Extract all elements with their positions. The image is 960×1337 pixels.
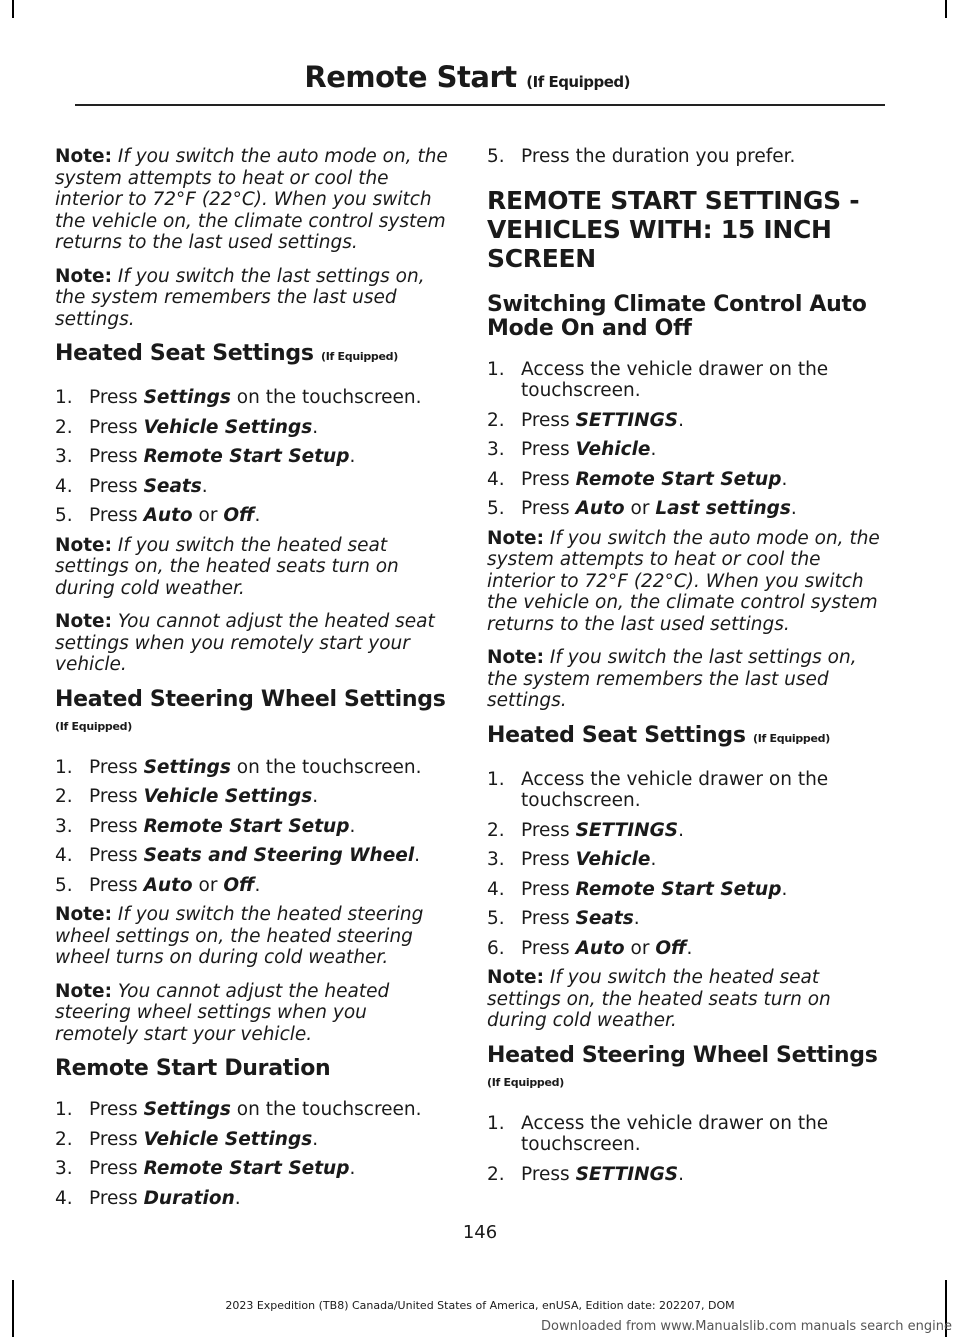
- header-subtitle: (If Equipped): [526, 73, 630, 91]
- duration-heading: Remote Start Duration: [55, 1056, 331, 1081]
- list-item: 2. Press SETTINGS.: [487, 1163, 684, 1185]
- climate-steps: [487, 359, 881, 520]
- note: Note: If you switch the heated seat settings on, the heated seats turn on during cold weather.: [55, 534, 399, 599]
- list-item: 1. Press Settings on the touchscreen.: [55, 1099, 422, 1120]
- footer-edition: 2023 Expedition (TB8) Canada/United States of America, enUSA, Edition date: 202207, DOM: [225, 1299, 735, 1312]
- heated-seat-heading: Heated Seat Settings (If Equipped): [55, 341, 398, 366]
- list-item: 1. Press Settings on the touchscreen.: [55, 387, 422, 408]
- list-item: 1. Access the vehicle drawer on the touchscreen.: [487, 358, 829, 401]
- list-item: 1. Access the vehicle drawer on the touchscreen.: [487, 768, 829, 811]
- list-item: 5. Press the duration you prefer.: [487, 146, 796, 167]
- heated-wheel-heading-15in: Heated Steering Wheel Settings (If Equipped): [487, 1042, 878, 1089]
- list-item: 2. Press Vehicle Settings.: [55, 786, 319, 807]
- section-title: REMOTE START SETTINGS - VEHICLES WITH: 15 INCH SCREEN: [487, 185, 860, 273]
- list-item: 2. Press Vehicle Settings.: [55, 416, 319, 438]
- note: Note: If you switch the auto mode on, the system attempts to heat or cool the interior to 72°F (22°C). When you switch the vehicle on, the climate control system returns to the last used settings.: [487, 527, 880, 635]
- left-column: [55, 146, 449, 1217]
- list-item: 3. Press Vehicle.: [487, 849, 657, 870]
- heated-seat-steps: [55, 387, 449, 527]
- left-notes-1: [55, 146, 449, 330]
- right-column: [487, 146, 881, 1193]
- header-rule: [75, 104, 885, 106]
- heated-wheel-steps-15in: [487, 1113, 881, 1186]
- list-item: 5. Press Auto or Off.: [55, 874, 261, 896]
- climate-heading: Switching Climate Control Auto Mode On and Off: [487, 291, 867, 341]
- list-item: 4. Press Seats and Steering Wheel.: [55, 845, 421, 866]
- list-item: 4. Press Remote Start Setup.: [487, 878, 788, 900]
- crop-mark-top-right: [945, 0, 947, 18]
- duration-steps: [55, 1099, 449, 1209]
- heated-wheel-steps: [55, 757, 449, 897]
- list-item: 1. Press Settings on the touchscreen.: [55, 756, 422, 778]
- list-item: 5. Press Seats.: [487, 908, 640, 929]
- list-item: 2. Press Vehicle Settings.: [55, 1128, 319, 1150]
- heated-seat-steps-15in: [487, 769, 881, 960]
- list-item: 3. Press Remote Start Setup.: [55, 446, 356, 467]
- crop-mark-top-left: [12, 0, 14, 18]
- list-item: 3. Press Vehicle.: [487, 439, 657, 460]
- list-item: 6. Press Auto or Off.: [487, 937, 693, 959]
- list-item: 2. Press SETTINGS.: [487, 409, 684, 431]
- list-item: 3. Press Remote Start Setup.: [55, 1158, 356, 1179]
- duration-steps-continued: [487, 146, 881, 168]
- note: Note: You cannot adjust the heated seat settings when you remotely start your vehicle.: [55, 611, 435, 675]
- list-item: 4. Press Remote Start Setup.: [487, 468, 788, 490]
- list-item: 2. Press SETTINGS.: [487, 819, 684, 841]
- site-watermark: Downloaded from www.Manualslib.com manuals search engine: [541, 1319, 952, 1334]
- list-item: 5. Press Auto or Off.: [55, 505, 261, 526]
- note: Note: If you switch the heated seat settings on, the heated seats turn on during cold weather.: [487, 967, 831, 1031]
- note: Note: You cannot adjust the heated steering wheel settings when you remotely start your vehicle.: [55, 980, 390, 1045]
- note: Note: If you switch the heated steering wheel settings on, the heated steering wheel turns on during cold weather.: [55, 904, 424, 968]
- page-number: 146: [462, 1222, 498, 1243]
- list-item: 5. Press Auto or Last settings.: [487, 498, 797, 519]
- note: Note: If you switch the auto mode on, the system attempts to heat or cool the interior to 72°F (22°C). When you switch the vehicle on, the climate control system returns to the last used settings.: [55, 146, 448, 253]
- heated-wheel-heading: Heated Steering Wheel Settings (If Equipped): [55, 686, 446, 733]
- list-item: 4. Press Seats.: [55, 475, 208, 497]
- header-title-text: Remote Start: [304, 60, 517, 94]
- note: Note: If you switch the last settings on, the system remembers the last used settings.: [487, 647, 857, 711]
- list-item: 1. Access the vehicle drawer on the touchscreen.: [487, 1112, 829, 1155]
- list-item: 3. Press Remote Start Setup.: [55, 815, 356, 837]
- page-header-title: [304, 60, 630, 94]
- list-item: 4. Press Duration.: [55, 1187, 241, 1209]
- heated-seat-heading-15in: Heated Seat Settings (If Equipped): [487, 722, 830, 748]
- note: Note: If you switch the last settings on, the system remembers the last used settings.: [55, 265, 425, 330]
